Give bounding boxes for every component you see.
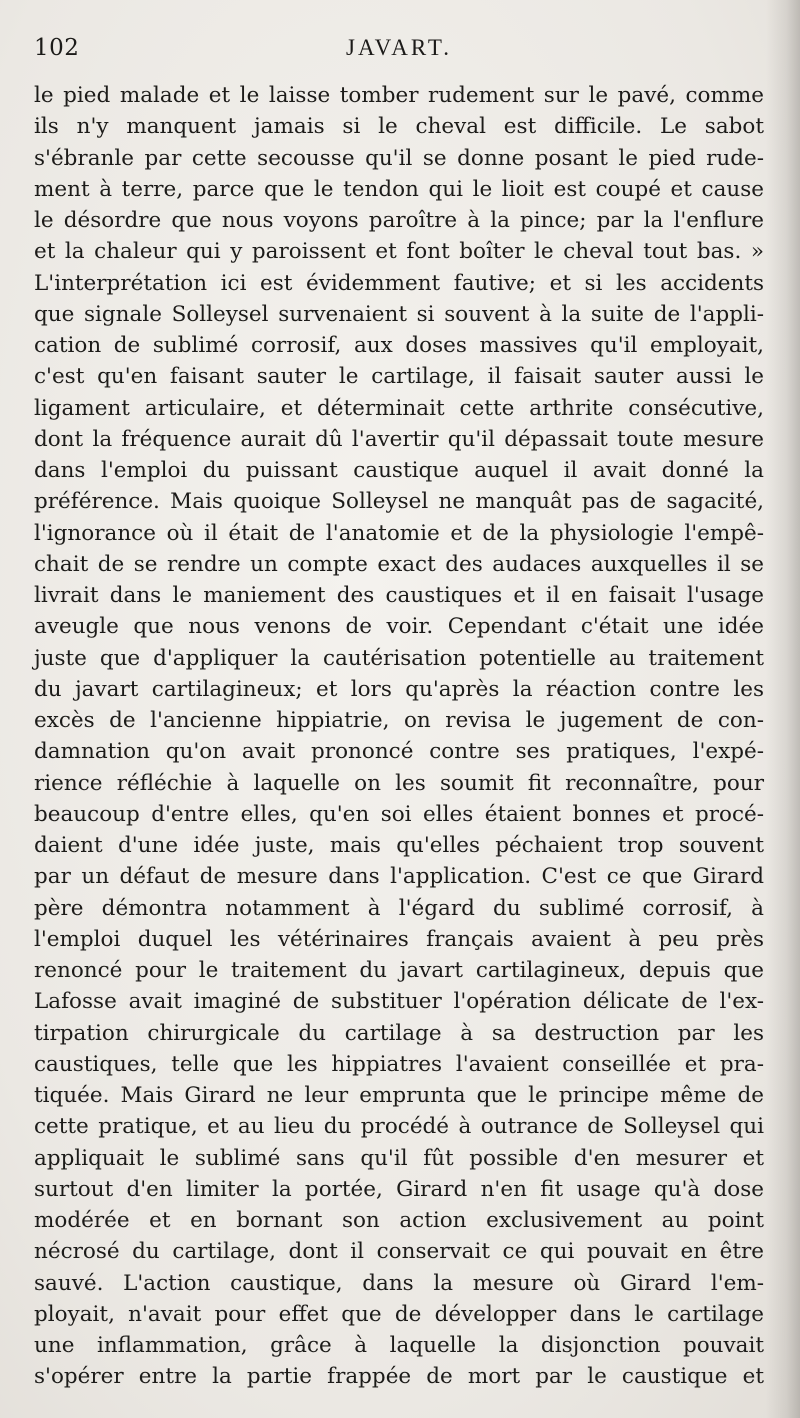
text-line: renoncé pour le traitement du javart cartilagineux, depuis que <box>34 958 764 983</box>
text-line: ployait, n'avait pour effet que de développer dans le cartilage <box>34 1301 764 1327</box>
text-line: appliquait le sublimé sans qu'il fût possible d'en mesurer et <box>34 1145 764 1171</box>
text-line: surtout d'en limiter la portée, Girard n'en fit usage qu'à dose <box>34 1176 764 1202</box>
text-line: par un défaut de mesure dans l'application. C'est ce que Girard <box>34 864 764 890</box>
text-line: cette pratique, et au lieu du procédé à outrance de Solleysel qui <box>34 1114 764 1140</box>
text-line: dont la fréquence aurait dû l'avertir qu'il dépassait toute mesure <box>34 426 764 452</box>
text-line: excès de l'ancienne hippiatrie, on revisa le jugement de con- <box>34 708 764 733</box>
text-line: s'opérer entre la partie frappée de mort par le caustique et <box>34 1364 764 1390</box>
text-line: l'ignorance où il était de l'anatomie et de la physiologie l'empê- <box>34 520 764 546</box>
page-edge-shadow <box>766 0 800 1418</box>
text-line: père démontra notamment à l'égard du sublimé corrosif, à <box>34 895 764 921</box>
text-line: beaucoup d'entre elles, qu'en soi elles étaient bonnes et procé- <box>34 801 764 827</box>
text-line: ment à terre, parce que le tendon qui le lioit est coupé et cause <box>34 176 764 202</box>
text-line: que signale Solleysel survenaient si souvent à la suite de l'appli- <box>34 301 764 327</box>
running-title: JAVART. <box>346 35 452 60</box>
text-line: livrait dans le maniement des caustiques et il en faisait l'usage <box>34 583 764 608</box>
text-line: préférence. Mais quoique Solleysel ne manquât pas de sagacité, <box>34 489 764 515</box>
text-line: tirpation chirurgicale du cartilage à sa destruction par les <box>34 1020 764 1046</box>
text-line: daient d'une idée juste, mais qu'elles péchaient trop souvent <box>34 833 764 858</box>
text-line: chait de se rendre un compte exact des audaces auxquelles il se <box>34 551 764 577</box>
text-line: damnation qu'on avait prononcé contre ses pratiques, l'expé- <box>34 739 764 765</box>
text-line: Lafosse avait imaginé de substituer l'opération délicate de l'ex- <box>34 989 764 1015</box>
text-line: caustiques, telle que les hippiatres l'avaient conseillée et pra- <box>34 1051 764 1077</box>
text-line: dans l'emploi du puissant caustique auquel il avait donné la <box>34 458 764 483</box>
text-line: nécrosé du cartilage, dont il conservait ce qui pouvait en être <box>34 1239 764 1265</box>
text-line: modérée et en bornant son action exclusivement au point <box>34 1208 764 1233</box>
text-line: aveugle que nous venons de voir. Cependant c'était une idée <box>34 614 764 640</box>
text-line: sauvé. L'action caustique, dans la mesure où Girard l'em- <box>34 1270 764 1296</box>
text-line: une inflammation, grâce à laquelle la disjonction pouvait <box>34 1333 764 1358</box>
text-line: le pied malade et le laisse tomber rudement sur le pavé, comme <box>34 83 764 108</box>
page-number: 102 <box>34 35 80 61</box>
text-line: ils n'y manquent jamais si le cheval est difficile. Le sabot <box>34 114 764 140</box>
text-line: l'emploi duquel les vétérinaires français avaient à peu près <box>34 926 764 952</box>
text-line: c'est qu'en faisant sauter le cartilage, il faisait sauter aussi le <box>34 364 764 390</box>
text-line: ligament articulaire, et déterminait cette arthrite consécutive, <box>34 395 764 421</box>
text-line: tiquée. Mais Girard ne leur emprunta que le principe même de <box>34 1083 764 1108</box>
page-header <box>34 30 764 66</box>
text-line: cation de sublimé corrosif, aux doses massives qu'il employait, <box>34 333 764 358</box>
text-line: du javart cartilagineux; et lors qu'après la réaction contre les <box>34 676 764 702</box>
text-line: L'interprétation ici est évidemment fautive; et si les accidents <box>34 270 764 296</box>
text-line: s'ébranle par cette secousse qu'il se donne posant le pied rude- <box>34 145 764 171</box>
text-line: et la chaleur qui y paroissent et font boîter le cheval tout bas. » <box>34 239 764 265</box>
text-line: le désordre que nous voyons paroître à la pince; par la l'enflure <box>34 208 764 233</box>
text-line: rience réfléchie à laquelle on les soumit fit reconnaître, pour <box>34 770 764 796</box>
text-line: juste que d'appliquer la cautérisation potentielle au traitement <box>34 645 764 671</box>
body-text <box>34 80 764 1393</box>
